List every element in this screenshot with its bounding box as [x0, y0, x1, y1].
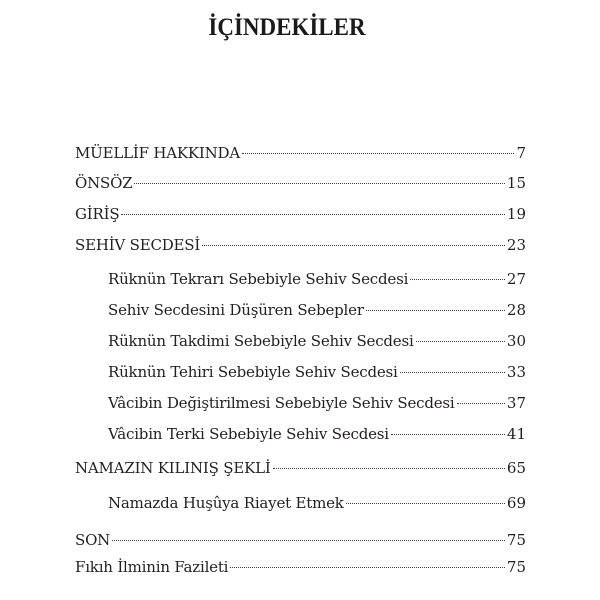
- toc-entry-fikih-ilminin-fazileti[interactable]: [75, 557, 526, 577]
- toc-entry-label: SON: [75, 531, 111, 549]
- toc-entry-muellif-hakkinda[interactable]: [75, 143, 526, 163]
- toc-entry-label: SEHİV SECDESİ: [75, 236, 201, 254]
- toc-entry-label: Namazda Huşûya Riayet Etmek: [108, 494, 344, 512]
- toc-entry-label: Fıkıh İlminin Fazileti: [75, 558, 229, 576]
- dot-leader: [346, 503, 505, 504]
- toc-entry-sehiv-secdesi[interactable]: [75, 235, 526, 255]
- toc-entry-namazda-husuya[interactable]: [108, 493, 526, 513]
- toc-entry-vacibin-degistirilmesi[interactable]: [108, 393, 526, 413]
- toc-entry-label: Rüknün Tehiri Sebebiyle Sehiv Secdesi: [108, 363, 398, 381]
- dot-leader: [410, 279, 505, 280]
- toc-entry-page: 15: [506, 174, 526, 192]
- toc-entry-label: Vâcibin Terki Sebebiyle Sehiv Secdesi: [108, 425, 389, 443]
- toc-entry-sehiv-secdesini-dusuren[interactable]: [108, 300, 526, 320]
- toc-entry-namazin-kilinis-sekli[interactable]: [75, 458, 526, 478]
- toc-entry-son[interactable]: [75, 530, 526, 550]
- toc-entry-page: 28: [506, 301, 526, 319]
- toc-entry-ruknun-tehiri[interactable]: [108, 362, 526, 382]
- dot-leader: [242, 153, 514, 154]
- dot-leader: [457, 403, 505, 404]
- toc-entry-label: Rüknün Takdimi Sebebiyle Sehiv Secdesi: [108, 332, 414, 350]
- toc-entry-page: 19: [506, 205, 526, 223]
- page-title: İÇİNDEKİLER: [208, 14, 366, 41]
- toc-entry-label: Vâcibin Değiştirilmesi Sebebiyle Sehiv Secdesi: [108, 394, 455, 412]
- toc-entry-page: 69: [506, 494, 526, 512]
- dot-leader: [112, 540, 505, 541]
- toc-entry-ruknun-takdimi[interactable]: [108, 331, 526, 351]
- toc-entry-onsoz[interactable]: [75, 173, 526, 193]
- toc-entry-page: 37: [506, 394, 526, 412]
- toc-entry-page: 75: [506, 558, 526, 576]
- dot-leader: [202, 245, 505, 246]
- toc-entry-label: NAMAZIN KILINIŞ ŞEKLİ: [75, 459, 271, 477]
- dot-leader: [391, 434, 505, 435]
- dot-leader: [400, 372, 505, 373]
- toc-entry-page: 7: [516, 144, 526, 162]
- dot-leader: [416, 341, 505, 342]
- toc-entry-label: Sehiv Secdesini Düşüren Sebepler: [108, 301, 364, 319]
- toc-entry-page: 27: [506, 270, 526, 288]
- toc-entry-page: 65: [506, 459, 526, 477]
- toc-entry-giris[interactable]: [75, 204, 526, 224]
- toc-entry-label: GİRİŞ: [75, 205, 120, 223]
- dot-leader: [121, 214, 505, 215]
- toc-entry-vacibin-terki[interactable]: [108, 424, 526, 444]
- dot-leader: [366, 310, 505, 311]
- toc-entry-page: 75: [506, 531, 526, 549]
- toc-entry-label: MÜELLİF HAKKINDA: [75, 144, 241, 162]
- toc-entry-label: ÖNSÖZ: [75, 174, 133, 192]
- dot-leader: [134, 183, 504, 184]
- toc-entry-ruknun-tekrari[interactable]: [108, 269, 526, 289]
- dot-leader: [273, 468, 505, 469]
- toc-entry-label: Rüknün Tekrarı Sebebiyle Sehiv Secdesi: [108, 270, 409, 288]
- toc-entry-page: 23: [506, 236, 526, 254]
- dot-leader: [230, 567, 505, 568]
- toc-entry-page: 30: [506, 332, 526, 350]
- toc-entry-page: 41: [506, 425, 526, 443]
- toc-entry-page: 33: [506, 363, 526, 381]
